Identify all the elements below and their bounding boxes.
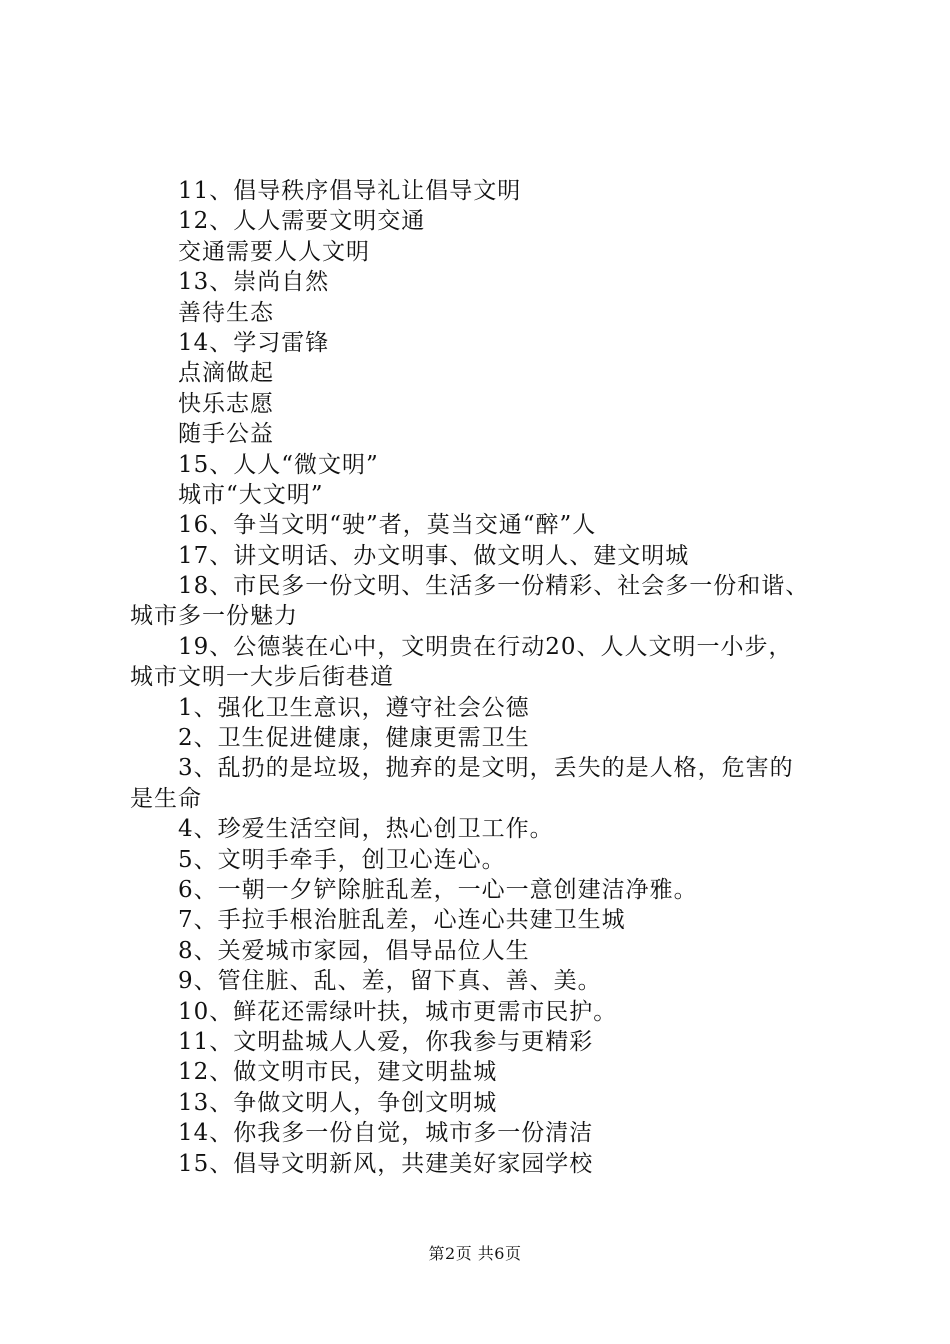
- text-line: 7、手拉手根治脏乱差，心连心共建卫生城: [178, 907, 626, 934]
- text-line: 10、鲜花还需绿叶扶，城市更需市民护。: [178, 998, 618, 1025]
- text-line: 15、倡导文明新风，共建美好家园学校: [178, 1150, 594, 1177]
- text-line: 随手公益: [178, 421, 274, 448]
- text-line: 城市多一份魅力: [130, 603, 298, 630]
- text-line: 点滴做起: [178, 360, 274, 387]
- text-line: 11、倡导秩序倡导礼让倡导文明: [178, 178, 522, 204]
- text-line: 2、卫生促进健康，健康更需卫生: [178, 725, 530, 752]
- text-line: 6、一朝一夕铲除脏乱差，一心一意创建洁净雅。: [178, 876, 698, 903]
- text-line: 交通需要人人文明: [178, 238, 370, 265]
- text-line: 13、崇尚自然: [178, 269, 330, 296]
- text-line: 12、做文明市民，建文明盐城: [178, 1059, 498, 1086]
- text-line: 城市“大文明”: [178, 481, 324, 508]
- text-line: 11、文明盐城人人爱，你我参与更精彩: [178, 1028, 594, 1055]
- document-body: [130, 176, 850, 1179]
- text-line: 9、管住脏、乱、差，留下真、善、美。: [178, 968, 602, 995]
- text-line: 16、争当文明“驶”者，莫当交通“醉”人: [178, 512, 597, 539]
- text-line: 19、公德装在心中，文明贵在行动20、人人文明一小步，: [178, 633, 793, 660]
- text-line: 13、争做文明人，争创文明城: [178, 1089, 498, 1116]
- text-line: 3、乱扔的是垃圾，抛弃的是文明，丢失的是人格，危害的: [178, 755, 794, 782]
- text-line: 5、文明手牵手，创卫心连心。: [178, 846, 506, 873]
- text-line: 15、人人“微文明”: [178, 451, 379, 478]
- page-footer: 第2页 共6页: [428, 1244, 522, 1263]
- text-line: 8、关爱城市家园，倡导品位人生: [178, 937, 530, 964]
- text-line: 14、学习雷锋: [178, 329, 330, 356]
- text-line: 快乐志愿: [178, 390, 274, 417]
- text-line: 18、市民多一份文明、生活多一份精彩、社会多一份和谐、: [178, 573, 810, 600]
- text-line: 1、强化卫生意识，遵守社会公德: [178, 694, 530, 721]
- text-line: 是生命: [130, 785, 202, 812]
- text-line: 善待生态: [178, 299, 274, 326]
- text-line: 4、珍爱生活空间，热心创卫工作。: [178, 816, 554, 843]
- text-line: 城市文明一大步后街巷道: [130, 664, 394, 691]
- text-line: 17、讲文明话、办文明事、做文明人、建文明城: [178, 542, 690, 569]
- text-line: 12、人人需要文明交通: [178, 208, 426, 235]
- text-line: 14、你我多一份自觉，城市多一份清洁: [178, 1120, 594, 1147]
